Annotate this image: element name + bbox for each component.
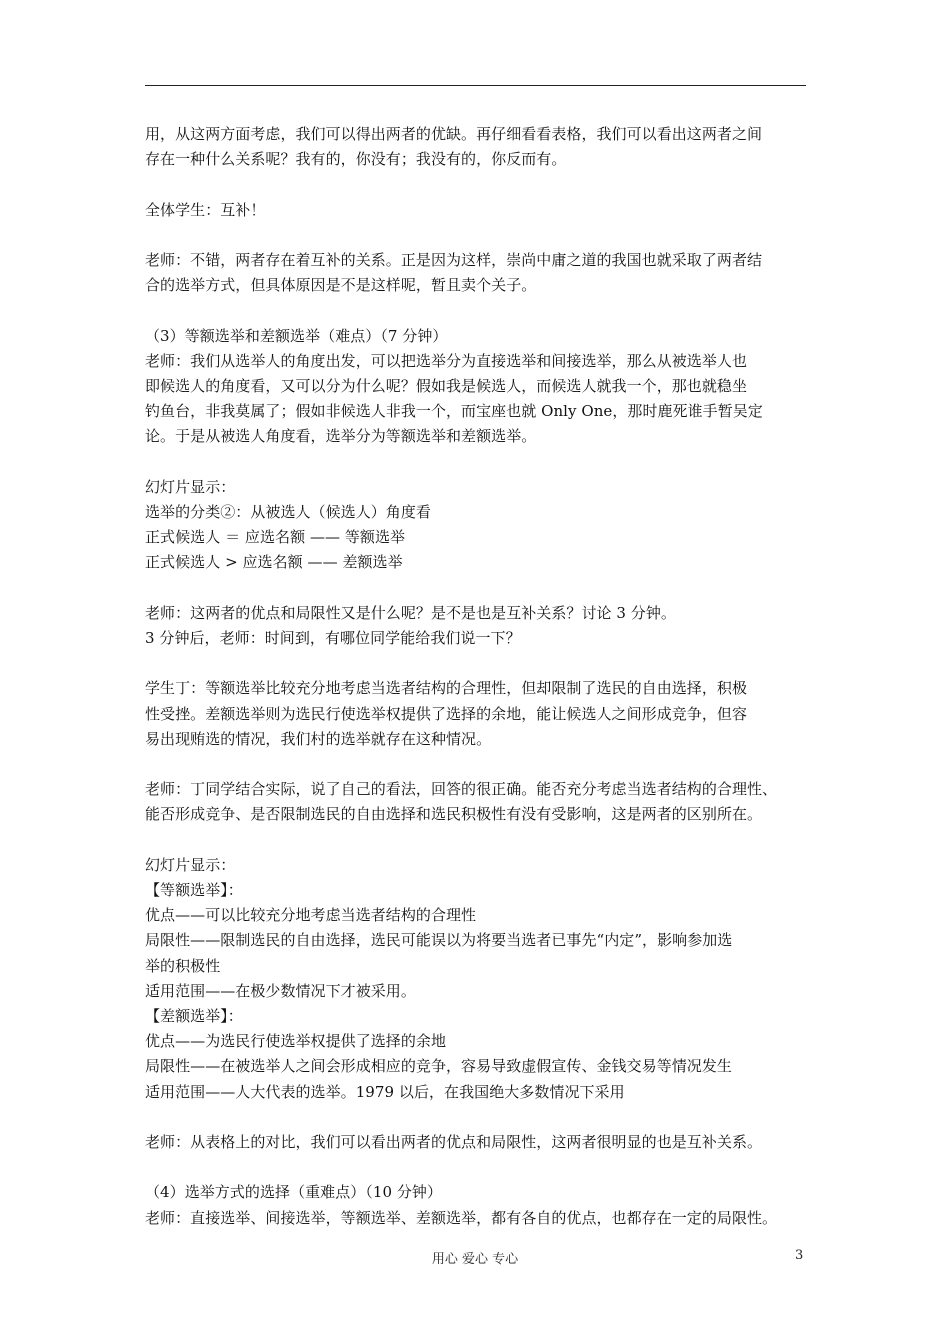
blank-line [145, 752, 813, 777]
text-line: 合的选举方式，但具体原因是不是这样呢，暂且卖个关子。 [145, 276, 537, 295]
text-line: 适用范围——在极少数情况下才被采用。 [145, 981, 416, 1000]
text-line: 老师：我们从选举人的角度出发，可以把选举分为直接选举和间接选举，那么从被选举人也 [145, 351, 748, 370]
text-line: 论。于是从被选人角度看，选举分为等额选举和差额选举。 [145, 427, 537, 446]
text-line: 老师：从表格上的对比，我们可以看出两者的优点和局限性，这两者很明显的也是互补关系。 [145, 1132, 763, 1151]
blank-line [145, 172, 813, 197]
text-line: 正式候选人 ＝ 应选名额 —— 等额选举 [145, 528, 406, 547]
text-line: 老师：直接选举、间接选举，等额选举、差额选举，都有各自的优点，也都存在一定的局限性。 [145, 1208, 778, 1227]
text-line: 【差额选举】： [145, 1006, 243, 1025]
text-line: 选举的分类②：从被选人（候选人）角度看 [145, 502, 431, 521]
text-line: 正式候选人 > 应选名额 —— 差额选举 [145, 553, 403, 572]
text-line: 存在一种什么关系呢？我有的，你没有；我没有的，你反而有。 [145, 150, 567, 169]
text-line: 用，从这两方面考虑，我们可以得出两者的优缺。再仔细看看表格，我们可以看出这两者之间 [145, 125, 763, 143]
text-line: 幻灯片显示： [145, 855, 236, 874]
text-line: 钓鱼台，非我莫属了；假如非候选人非我一个，而宝座也就 Only One，那时鹿死谁手暂吴定 [145, 402, 763, 421]
text-line: 【等额选举】： [145, 880, 243, 899]
body-text [145, 122, 813, 1231]
blank-line [145, 1105, 813, 1130]
blank-line [145, 298, 813, 323]
text-line: 优点——可以比较充分地考虑当选者结构的合理性 [145, 906, 477, 925]
text-line: 老师：这两者的优点和局限性又是什么呢？是不是也是互补关系？讨论 3 分钟。 [145, 603, 676, 622]
blank-line [145, 450, 813, 475]
text-line: 性受挫。差额选举则为选民行使选举权提供了选择的余地，能让候选人之间形成竞争，但容 [145, 704, 748, 723]
text-line: 举的积极性 [145, 956, 221, 975]
header-rule [145, 85, 806, 86]
blank-line [145, 828, 813, 853]
page-number: 3 [795, 1248, 804, 1263]
blank-line [145, 223, 813, 248]
footer-text: 用心 爱心 专心 [431, 1252, 519, 1267]
blank-line [145, 651, 813, 676]
text-line: 老师：丁同学结合实际，说了自己的看法，回答的很正确。能否充分考虑当选者结构的合理性、 [145, 780, 778, 799]
text-line: 即候选人的角度看，又可以分为什么呢？假如我是候选人，而候选人就我一个，那也就稳坐 [145, 376, 748, 395]
text-line: 老师：不错，两者存在着互补的关系。正是因为这样，崇尚中庸之道的我国也就采取了两者结 [145, 250, 763, 269]
text-line: 局限性——在被选举人之间会形成相应的竞争，容易导致虚假宣传、金钱交易等情况发生 [145, 1057, 732, 1076]
text-line: 局限性——限制选民的自由选择，选民可能误以为将要当选者已事先“内定”，影响参加选 [145, 931, 733, 950]
text-line: （4）选举方式的选择（重难点）（10 分钟） [145, 1183, 443, 1202]
text-line: 3 分钟后，老师：时间到，有哪位同学能给我们说一下？ [145, 628, 521, 647]
text-line: 易出现贿选的情况，我们村的选举就存在这种情况。 [145, 729, 492, 748]
text-line: 幻灯片显示： [145, 477, 236, 496]
blank-line [145, 576, 813, 601]
text-line: 能否形成竞争、是否限制选民的自由选择和选民积极性有没有受影响，这是两者的区别所在。 [145, 805, 763, 824]
text-line: （3）等额选举和差额选举（难点）（7 分钟） [145, 326, 448, 345]
text-line: 优点——为选民行使选举权提供了选择的余地 [145, 1032, 447, 1051]
text-line: 适用范围——人大代表的选举。1979 以后，在我国绝大多数情况下采用 [145, 1082, 625, 1101]
text-line: 学生丁：等额选举比较充分地考虑当选者结构的合理性，但却限制了选民的自由选择，积极 [145, 679, 748, 698]
text-line: 全体学生：互补！ [145, 200, 266, 219]
blank-line [145, 1155, 813, 1180]
